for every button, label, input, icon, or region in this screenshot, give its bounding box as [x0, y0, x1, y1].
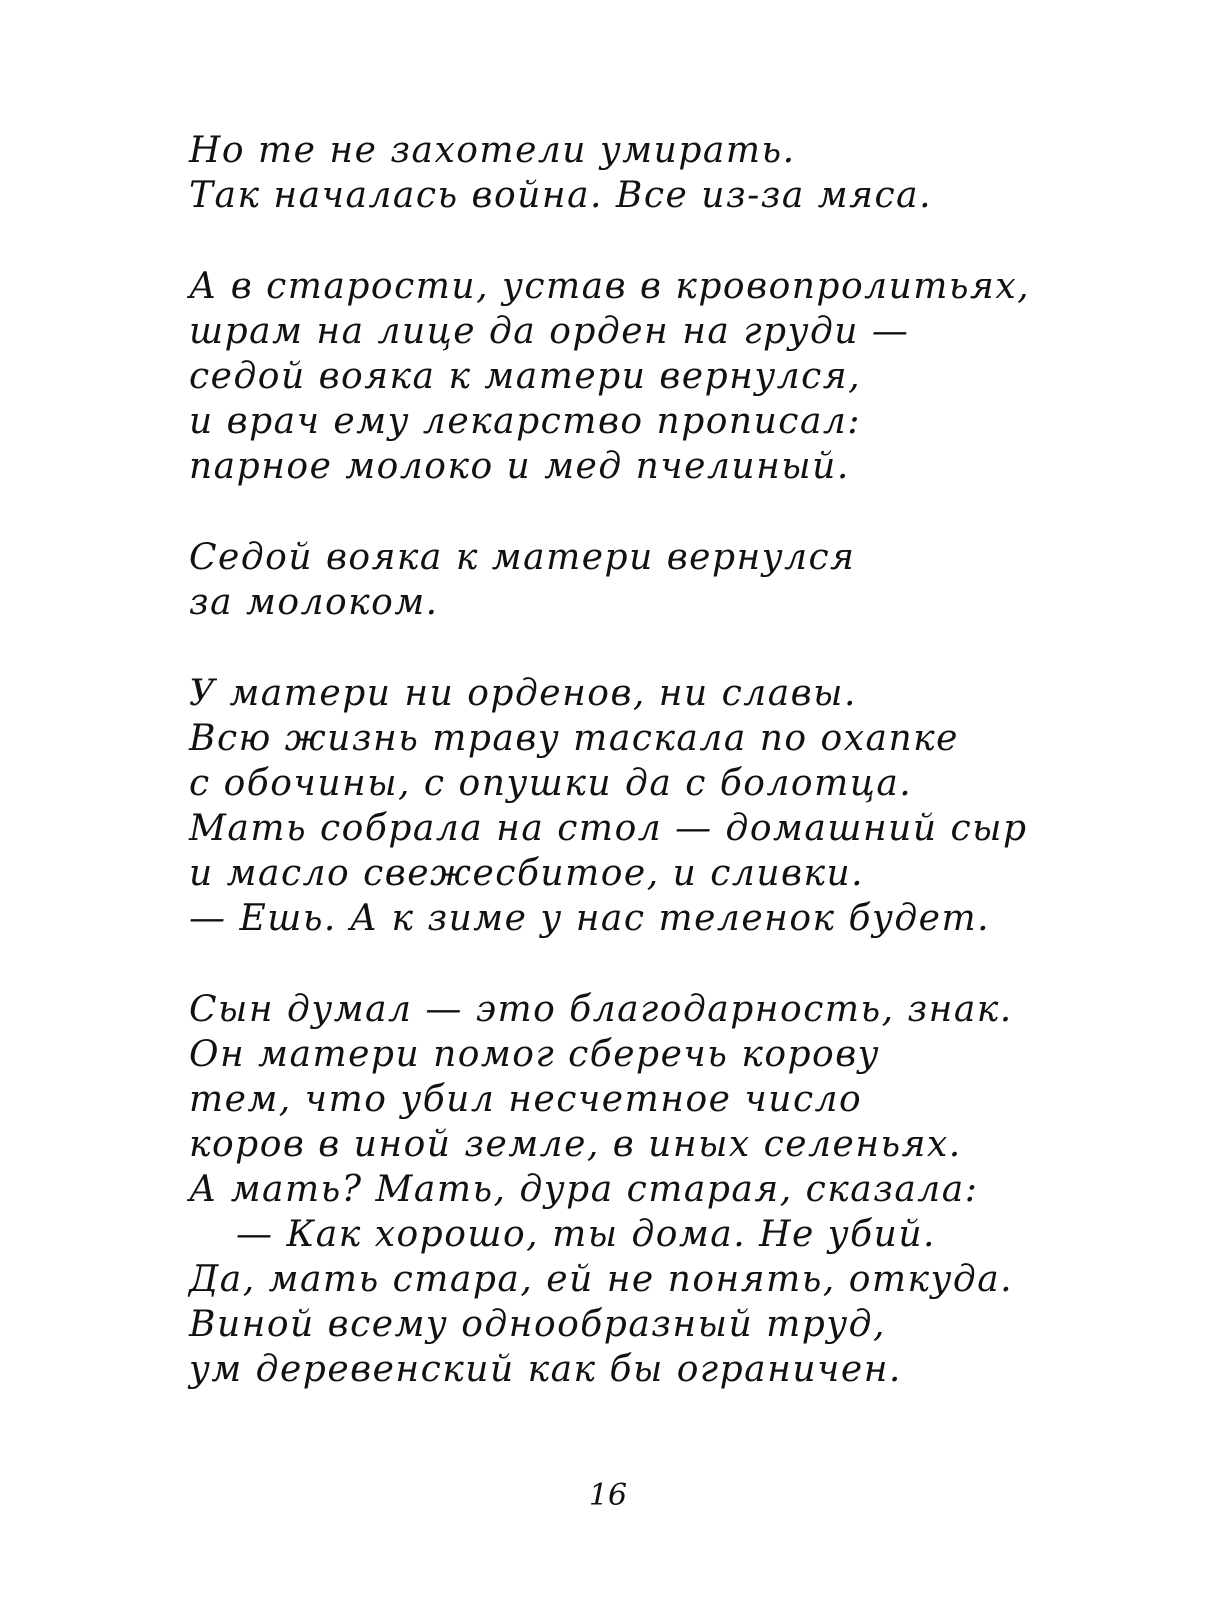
- poem-line: Мать собрала на стол — домашний сыр: [189, 808, 1028, 849]
- poem-line: Сын думал — это благодарность, знак.: [189, 989, 1013, 1030]
- poem-line: и масло свежесбитое, и сливки.: [189, 853, 865, 894]
- poem-line: Седой вояка к матери вернулся: [189, 537, 856, 578]
- stanza-1: [189, 128, 1089, 218]
- stanza-2: [189, 264, 1089, 489]
- stanza-3: [189, 535, 1089, 625]
- poem-line: Так началась война. Все из-за мяса.: [189, 175, 933, 216]
- poem-line: А мать? Мать, дура старая, сказала:: [189, 1169, 979, 1210]
- poem-line: шрам на лице да орден на груди —: [189, 311, 910, 352]
- poem-line: Он матери помог сберечь корову: [189, 1034, 881, 1075]
- poem-line: с обочины, с опушки да с болотца.: [189, 763, 913, 804]
- poem-line: за молоком.: [189, 582, 439, 623]
- poem-line: коров в иной земле, в иных селеньях.: [189, 1124, 962, 1165]
- poem-line: ум деревенский как бы ограничен.: [189, 1349, 902, 1390]
- poem-line: парное молоко и мед пчелиный.: [189, 446, 850, 487]
- poem-line: и врач ему лекарство прописал:: [189, 401, 861, 442]
- poem-line: А в старости, устав в кровопролитьях,: [189, 266, 1031, 307]
- poem-line: Всю жизнь траву таскала по охапке: [189, 718, 959, 759]
- poem-line: седой вояка к матери вернулся,: [189, 356, 862, 397]
- page-number: 16: [588, 1478, 628, 1513]
- poem-line: Виной всему однообразный труд,: [189, 1304, 886, 1345]
- stanza-5: [189, 987, 1089, 1392]
- poem-line: тем, что убил несчетное число: [189, 1079, 863, 1120]
- poem-text: [189, 128, 1089, 1438]
- poem-line: У матери ни орденов, ни славы.: [189, 673, 857, 714]
- stanza-4: [189, 671, 1089, 941]
- poem-line: — Ешь. А к зиме у нас теленок будет.: [189, 898, 991, 939]
- poem-line: Но те не захотели умирать.: [189, 130, 796, 171]
- poem-line: Да, мать стара, ей не понять, откуда.: [189, 1259, 1014, 1300]
- poem-line: — Как хорошо, ты дома. Не убий.: [236, 1214, 936, 1255]
